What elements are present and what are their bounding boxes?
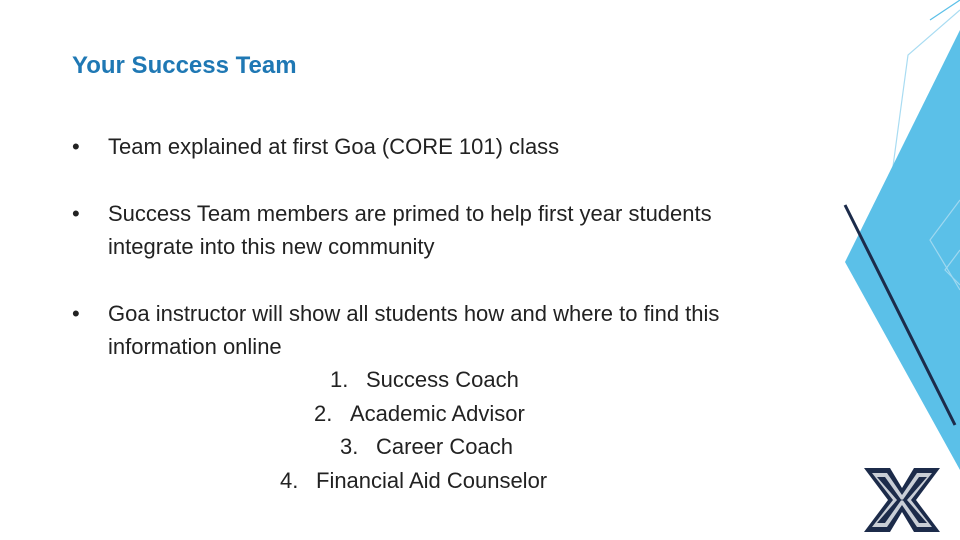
slide-title: Your Success Team xyxy=(72,52,297,79)
numbered-item-text: Career Coach xyxy=(376,434,513,459)
numbered-list xyxy=(108,363,792,497)
numbered-item-text: Academic Advisor xyxy=(350,400,525,426)
bullet-list xyxy=(72,130,792,531)
numbered-item xyxy=(108,430,792,464)
numbered-item-number: 4. xyxy=(280,467,299,493)
bullet-item xyxy=(72,130,792,163)
numbered-item-number: 1. xyxy=(330,367,349,392)
numbered-item xyxy=(108,464,792,498)
bullet-text: Team explained at first Goa (CORE 101) class xyxy=(108,134,560,159)
numbered-item xyxy=(108,397,792,431)
numbered-item-number: 2. xyxy=(314,400,333,426)
numbered-item-number: 3. xyxy=(340,434,359,459)
numbered-item xyxy=(108,363,792,397)
decor-top-line xyxy=(930,0,960,20)
bullet-item xyxy=(72,297,792,497)
numbered-item-text: Success Coach xyxy=(366,367,519,392)
bullet-marker: • xyxy=(72,201,80,226)
bullet-text: Goa instructor will show all students how and where to find this information online xyxy=(108,301,720,359)
bullet-text: Success Team members are primed to help first year students integrate into this new community xyxy=(108,201,712,259)
x-logo-icon xyxy=(864,468,940,532)
bullet-item xyxy=(72,197,792,263)
bullet-marker: • xyxy=(72,301,80,326)
bullet-marker: • xyxy=(72,134,80,159)
numbered-item-text: Financial Aid Counselor xyxy=(316,467,548,493)
